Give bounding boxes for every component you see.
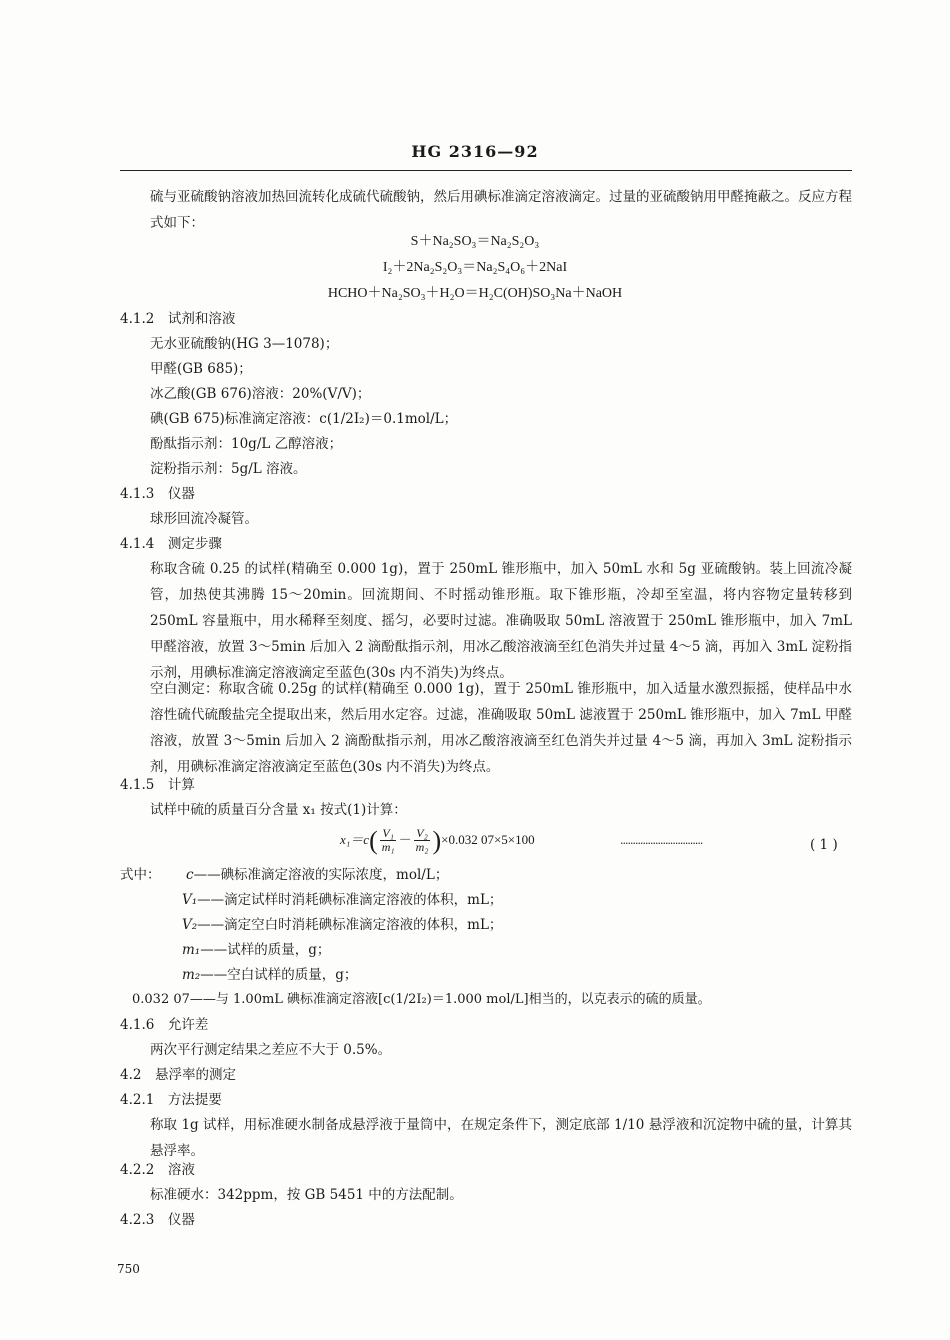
section-4-1-3-heading: 4.1.3 仪器 bbox=[120, 486, 195, 502]
symbol-description: ——试样的质量，g； bbox=[200, 942, 331, 958]
header-rule bbox=[120, 170, 852, 171]
procedure-text-2: 空白测定：称取含硫 0.25g 的试样(精确至 0.000 1g)，置于 250mL 锥形瓶中，加入适量水激烈振摇，使样品中水溶性硫代硫酸盐完全提取出来，然后用水定容。过滤，准确吸取 50mL 滤液置于 250mL 锥形瓶中，加入 7mL 甲醛溶液，放置 3～5min 后加入 2 滴酚酞指示剂，用冰乙酸溶液滴至红色消失并过量 4～5 滴，再加入 3mL 淀粉指示剂，用碘标准滴定溶液滴定至蓝色(30s 内不消失)为终点。 bbox=[150, 681, 852, 775]
section-4-2-2-heading: 4.2.2 溶液 bbox=[120, 1162, 195, 1178]
symbol-row bbox=[186, 868, 448, 884]
section-4-2-1-heading: 4.2.1 方法提要 bbox=[120, 1092, 222, 1108]
section-4-1-6-heading: 4.1.6 允许差 bbox=[120, 1017, 209, 1033]
method-summary-text: 称取 1g 试样，用标准硬水制备成悬浮液于量筒中，在规定条件下，测定底部 1/10 悬浮液和沉淀物中硫的量，计算其悬浮率。 bbox=[150, 1117, 852, 1159]
calculation-intro: 试样中硫的质量百分含量 x₁ 按式(1)计算： bbox=[150, 802, 407, 818]
section-4-1-2-heading: 4.1.2 试剂和溶液 bbox=[120, 311, 236, 327]
symbol-description: ——空白试样的质量，g； bbox=[200, 967, 358, 983]
document-header: HG 2316—92 bbox=[411, 142, 539, 161]
intro-text: 硫与亚硫酸钠溶液加热回流转化成硫代硫酸钠，然后用碘标准滴定溶液滴定。过量的亚硫酸钠用甲醛掩蔽之。反应方程式如下： bbox=[150, 189, 852, 231]
solution-text: 标准硬水：342ppm，按 GB 5451 中的方法配制。 bbox=[150, 1187, 463, 1203]
section-4-2-3-heading: 4.2.3 仪器 bbox=[120, 1212, 195, 1228]
equation-2: I₂＋2Na₂S₂O₃＝Na₂S₄O₆＋2NaI bbox=[382, 260, 568, 275]
where-label: 式中： bbox=[120, 867, 161, 883]
symbol-row bbox=[182, 918, 502, 934]
symbol-row bbox=[182, 943, 330, 959]
reagent-item: 酚酞指示剂：10g/L 乙醇溶液； bbox=[150, 436, 343, 452]
symbol: m₁ bbox=[182, 942, 201, 958]
symbol: V₂ bbox=[182, 917, 198, 933]
equation-3: HCHO＋Na₂SO₃＋H₂O＝H₂C(OH)SO₃Na＋NaOH bbox=[327, 286, 623, 301]
formula-minus: － bbox=[398, 831, 412, 847]
section-4-1-4-heading: 4.1.4 测定步骤 bbox=[120, 536, 222, 552]
procedure-paragraph-1 bbox=[120, 556, 852, 686]
symbol-row bbox=[182, 968, 357, 984]
symbol-description: ——滴定试样时消耗碘标准滴定溶液的体积，mL； bbox=[197, 892, 503, 908]
symbol-row bbox=[182, 893, 502, 909]
section-4-2-heading: 4.2 悬浮率的测定 bbox=[120, 1067, 236, 1083]
reagent-item: 无水亚硫酸钠(HG 3—1078)； bbox=[150, 336, 339, 352]
formula-open-paren: ( bbox=[369, 826, 378, 855]
reagent-item: 碘(GB 675)标准滴定溶液：c(1/2I₂)＝0.1mol/L； bbox=[150, 411, 458, 427]
formula-leader-dots: ································· bbox=[620, 837, 703, 850]
symbol-description: ——碘标准滴定溶液的实际浓度，mol/L； bbox=[193, 867, 449, 883]
instrument-text: 球形回流冷凝管。 bbox=[150, 511, 258, 527]
symbol-description: ——滴定空白时消耗碘标准滴定溶液的体积，mL； bbox=[197, 917, 503, 933]
symbol: m₂ bbox=[182, 967, 201, 983]
formula-fraction-2 bbox=[414, 827, 431, 854]
formula-fraction-2-denominator: m₂ bbox=[415, 840, 429, 855]
formula-fraction-1-numerator: V₁ bbox=[382, 826, 394, 841]
formula-rhs: ×0.032 07×5×100 bbox=[441, 831, 535, 847]
formula-fraction-1 bbox=[380, 827, 397, 854]
formula-1 bbox=[340, 826, 535, 856]
symbol: V₁ bbox=[182, 892, 198, 908]
section-4-1-5-heading: 4.1.5 计算 bbox=[120, 777, 195, 793]
tolerance-text: 两次平行测定结果之差应不大于 0.5%。 bbox=[150, 1042, 392, 1058]
procedure-paragraph-2 bbox=[120, 676, 852, 780]
method-summary-paragraph bbox=[120, 1112, 852, 1164]
symbol: c bbox=[186, 867, 194, 883]
reagent-item: 淀粉指示剂：5g/L 溶液。 bbox=[150, 461, 307, 477]
page-number: 750 bbox=[117, 1262, 140, 1276]
formula-fraction-2-numerator: V₂ bbox=[416, 826, 428, 841]
formula-lhs: x₁＝c bbox=[340, 831, 370, 847]
intro-paragraph bbox=[120, 184, 852, 236]
reagent-item: 甲醛(GB 685)； bbox=[150, 361, 252, 377]
formula-close-paren: ) bbox=[432, 826, 442, 855]
equation-1: S＋Na₂SO₃＝Na₂S₂O₃ bbox=[410, 234, 540, 249]
constant-definition: 0.032 07——与 1.00mL 碘标准滴定溶液[c(1/2I₂)＝1.000 mol/L]相当的，以克表示的硫的质量。 bbox=[132, 992, 711, 1007]
procedure-text-1: 称取含硫 0.25 的试样(精确至 0.000 1g)，置于 250mL 锥形瓶中，加入 50mL 水和 5g 亚硫酸钠。装上回流冷凝管，加热使其沸腾 15～20min。回流期间、不时摇动锥形瓶。取下锥形瓶，冷却至室温，将内容物定量转移到 250mL 容量瓶中，用水稀释至刻度、摇匀，必要时过滤。准确吸取 50mL 溶液置于 250mL 锥形瓶中，加入 7mL 甲醛溶液，放置 3～5min 后加入 2 滴酚酞指示剂，用冰乙酸溶液滴至红色消失并过量 4～5 滴，再加入 3mL 淀粉指示剂，用碘标准滴定溶液滴定至蓝色(30s 内不消失)为终点。 bbox=[150, 561, 852, 681]
formula-fraction-1-denominator: m₁ bbox=[381, 840, 395, 855]
formula-number: ( 1 ) bbox=[810, 837, 838, 853]
reagent-item: 冰乙酸(GB 676)溶液：20%(V/V)； bbox=[150, 386, 371, 402]
